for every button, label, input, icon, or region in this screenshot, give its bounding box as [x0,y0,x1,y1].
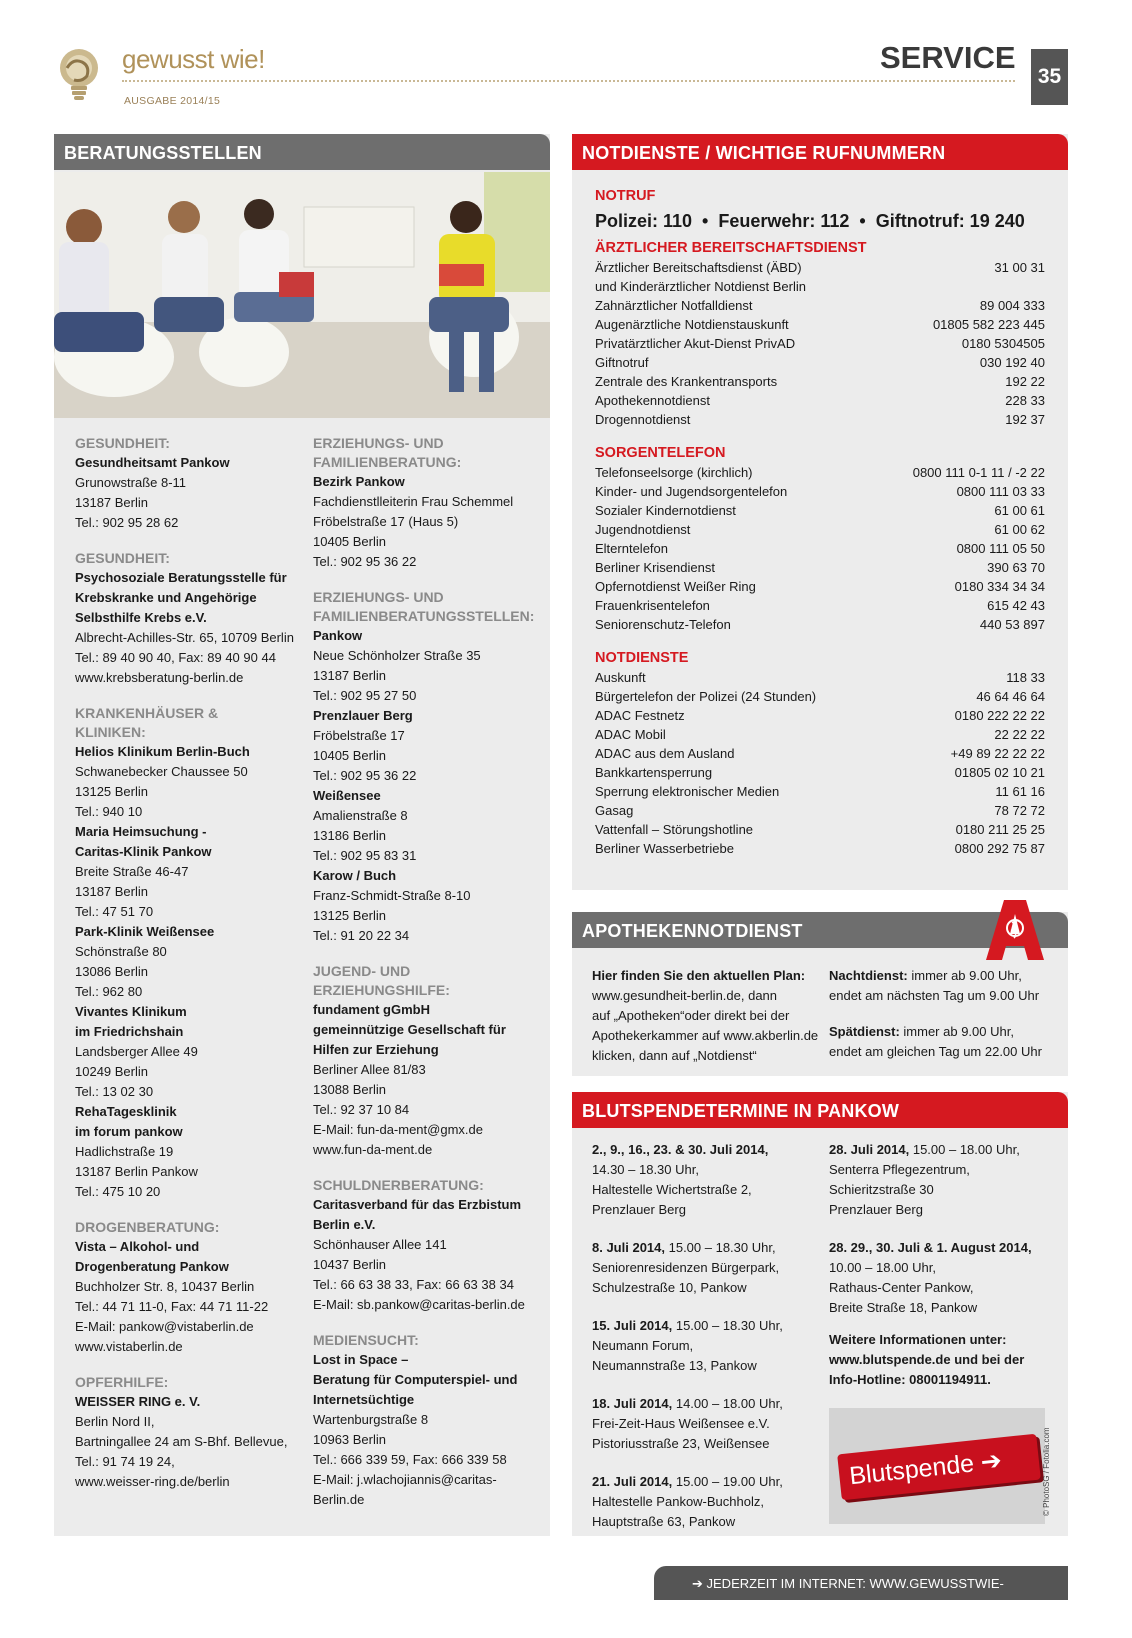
event-line: Hauptstraße 63, Pankow [592,1514,736,1529]
event-line: Senterra Pflegezentrum, [829,1162,970,1177]
entry-line: 13088 Berlin [313,1082,386,1097]
phone-number: 0180 334 34 34 [954,579,1045,594]
phone-row [595,482,1045,501]
entry-line: WEISSER RING e. V. [75,1394,201,1409]
entry-line: Helios Klinikum Berlin-Buch [75,744,250,759]
group-title: NOTDIENSTE [595,650,689,666]
phone-row [595,782,1045,801]
phone-label: Sozialer Kindernotdienst [595,503,736,518]
phone-number: 31 00 31 [994,260,1045,275]
event-line: Prenzlauer Berg [829,1202,923,1217]
category-heading-line: ERZIEHUNGS- UND [313,435,444,451]
event-date: 28. Juli 2014, [829,1142,910,1157]
phone-number: 0800 111 03 33 [956,484,1045,499]
entry-line: Krebskranke und Angehörige [75,590,257,605]
event-date-line [829,1140,1061,1160]
phone-label: Elterntelefon [595,541,668,556]
phone-label: Privatärztlicher Akut-Dienst PrivAD [595,336,796,351]
phone-row [595,520,1045,539]
category-heading-line: ERZIEHUNGS- UND [313,589,444,605]
phone-label: Telefonseelsorge (kirchlich) [595,465,753,480]
blood-drive-event [592,1140,822,1220]
beratung-col-left [75,434,305,1492]
entry-line: 13187 Berlin Pankow [75,1164,198,1179]
phone-row [595,372,1045,391]
phone-label: Augenärztliche Notdienstauskunft [595,317,789,332]
phone-number: +49 89 22 22 22 [950,746,1045,761]
phone-number: 030 192 40 [979,355,1045,370]
phone-row [595,315,1045,334]
apotheke-title: APOTHEKENNOTDIENST [572,912,1068,948]
entry-line: Amalienstraße 8 [313,808,408,823]
phone-label: Jugendnotdienst [595,522,691,537]
entry-line: Tel.: 902 95 83 31 [313,848,417,863]
entry-line: 10405 Berlin [313,534,386,549]
entry-line: 13125 Berlin [313,908,386,923]
entry-line: E-Mail: pankow@vistaberlin.de [75,1319,254,1334]
entry-line: 13187 Berlin [313,668,386,683]
phone-row [595,296,1045,315]
phone-number: 228 33 [1005,393,1045,408]
entry-line: E-Mail: j.wlachojiannis@caritas-Berlin.de [313,1472,497,1507]
entry-line: Tel.: 940 10 [75,804,143,819]
phone-number: 11 61 16 [995,784,1045,799]
phone-label: Bankkartensperrung [595,765,713,780]
category-heading-line: MEDIENSUCHT: [313,1332,419,1348]
night-line2: endet am nächsten Tag um 9.00 Uhr [829,988,1040,1003]
entry-line: www.vistaberlin.de [75,1339,183,1354]
notdienste-panel [572,134,1068,890]
entry-line: 13086 Berlin [75,964,148,979]
entry-line: Caritasverband für das Erzbistum [313,1197,522,1212]
section-title: SERVICE [880,40,1016,75]
entry-line: Berliner Allee 81/83 [313,1062,426,1077]
category-heading [75,704,305,742]
event-line: 14.30 – 18.30 Uhr, [592,1162,699,1177]
blood-drive-event [592,1394,822,1454]
event-time: 15.00 – 19.00 Uhr, [672,1474,783,1489]
phone-row [595,391,1045,410]
phone-row [595,258,1045,277]
phone-label: Drogennotdienst [595,412,691,427]
event-date: 21. Juli 2014, [592,1474,673,1489]
entry-line: 13187 Berlin [75,884,148,899]
phone-label: Opfernotdienst Weißer Ring [595,579,756,594]
group-gap [595,634,1045,648]
phone-label: Kinder- und Jugendsorgentelefon [595,484,788,499]
phone-number: 118 33 [1006,670,1045,685]
bulb-logo-icon [54,46,104,102]
entry-line: Prenzlauer Berg [313,708,413,723]
phone-label: Seniorenschutz-Telefon [595,617,731,632]
event-line: Frei-Zeit-Haus Weißensee e.V. [592,1416,770,1431]
blut-info-line: Weitere Informationen unter: [829,1332,1007,1347]
entry-line: Tel.: 902 95 36 22 [313,768,417,783]
entry-line: Grunowstraße 8-11 [75,475,187,490]
blutspende-sign [837,1434,1041,1501]
blood-drive-event [592,1316,822,1376]
category-heading [75,1218,305,1237]
entry-line: Tel.: 44 71 11-0, Fax: 44 71 11-22 [75,1299,269,1314]
phone-row [595,353,1045,372]
entry-line: Karow / Buch [313,868,397,883]
blut-info-line: Info-Hotline: 08001194911. [829,1372,991,1387]
event-line: Rathaus-Center Pankow, [829,1280,974,1295]
arrow-right-icon: ➔ [979,1446,1004,1477]
blood-drive-event [829,1140,1061,1220]
event-date: 8. Juli 2014, [592,1240,665,1255]
issue-label: AUSGABE 2014/15 [124,95,221,107]
entry-line: 10249 Berlin [75,1064,148,1079]
category-heading-line: DROGENBERATUNG: [75,1219,220,1235]
phone-number: 0180 211 25 25 [955,822,1045,837]
phone-label: ADAC aus dem Ausland [595,746,735,761]
category-heading-line: GESUNDHEIT: [75,550,170,566]
phone-label: Zentrale des Krankentransports [595,374,778,389]
category-heading [313,1331,545,1350]
entry-line: Tel.: 13 02 30 [75,1084,154,1099]
group-gap [595,429,1045,443]
blut-col-left [592,1140,822,1532]
category-heading-line: JUGEND- UND [313,963,411,979]
entry-line: im forum pankow [75,1124,183,1139]
category-heading-line: GESUNDHEIT: [75,435,170,451]
entry-line: Bezirk Pankow [313,474,405,489]
entry-line: Schönstraße 80 [75,944,167,959]
entry-line: Weißensee [313,788,381,803]
phone-row [595,801,1045,820]
category-heading [313,1176,545,1195]
night-label: Nachtdienst: [829,968,908,983]
blood-drive-event [829,1238,1061,1318]
phone-number: 78 72 72 [994,803,1045,818]
entry-line: Berlin Nord II, [75,1414,155,1429]
late-line2: endet am gleichen Tag um 22.00 Uhr [829,1044,1042,1059]
phone-row [595,577,1045,596]
category-heading [313,962,545,1000]
phone-row [595,706,1045,725]
phone-number: 0180 5304505 [961,336,1045,351]
entry-line: E-Mail: fun-da-ment@gmx.de [313,1122,483,1137]
entry-line: Gesundheitsamt Pankow [75,455,230,470]
event-date-line [592,1472,822,1492]
entry-line: Fröbelstraße 17 (Haus 5) [313,514,459,529]
blut-info [829,1330,1061,1390]
event-time: 15.00 – 18.00 Uhr, [909,1142,1020,1157]
blood-drive-event [592,1472,822,1532]
entry-line: 13125 Berlin [75,784,148,799]
blutspende-sign-image [829,1408,1045,1524]
entry-line: Fachdienstlleiterin Frau Schemmel [313,494,514,509]
phone-row [595,744,1045,763]
notdienste-title: NOTDIENSTE / WICHTIGE RUFNUMMERN [572,134,1068,170]
phone-label: Zahnärztlicher Notfalldienst [595,298,753,313]
phone-row [595,334,1045,353]
category-heading [75,1373,305,1392]
event-line: 10.00 – 18.00 Uhr, [829,1260,936,1275]
phone-number: 192 37 [1005,412,1045,427]
phone-number: 89 004 333 [979,298,1045,313]
beratung-col-right [313,434,545,1510]
notdienste-groups [595,238,1045,858]
entry-line: Schwanebecker Chaussee 50 [75,764,248,779]
blut-panel [572,1092,1068,1536]
event-date: 18. Juli 2014, [592,1396,673,1411]
phone-row [595,763,1045,782]
event-line: Haltestelle Pankow-Buchholz, [592,1494,764,1509]
night-text: immer ab 9.00 Uhr, [907,968,1022,983]
entry-line: Tel.: 89 40 90 40, Fax: 89 40 90 44 [75,650,276,665]
phone-label: Apothekennotdienst [595,393,710,408]
category-heading-line: OPFERHILFE: [75,1374,169,1390]
apotheke-right [829,966,1061,1062]
entry-line: Fröbelstraße 17 [313,728,405,743]
entry-line: www.krebsberatung-berlin.de [75,670,244,685]
entry-line: 13186 Berlin [313,828,386,843]
event-line: Prenzlauer Berg [592,1202,686,1217]
entry-line: fundament gGmbH [313,1002,430,1017]
phone-number: 0180 222 22 22 [954,708,1045,723]
entry-line: Tel.: 91 20 22 34 [313,928,410,943]
phone-label: Frauenkrisentelefon [595,598,710,613]
entry-line: Wartenburgstraße 8 [313,1412,429,1427]
entry-line: Internetsüchtige [313,1392,415,1407]
category-heading [313,588,545,626]
phone-number: 0800 111 0-1 11 / -2 22 [912,465,1045,480]
phone-label: Bürgertelefon der Polizei (24 Stunden) [595,689,817,704]
beratung-title: BERATUNGSSTELLEN [54,134,550,170]
phone-number: 390 63 70 [987,560,1045,575]
entry-line: Tel.: 666 339 59, Fax: 666 339 58 [313,1452,507,1467]
entry-line: Tel.: 92 37 10 84 [313,1102,410,1117]
header-divider [122,80,1015,82]
category-heading [75,549,305,568]
event-line: Schulzestraße 10, Pankow [592,1280,747,1295]
phone-number: 22 22 22 [994,727,1045,742]
phone-number: 61 00 62 [994,522,1045,537]
phone-label: ADAC Mobil [595,727,666,742]
entry-line: 10437 Berlin [313,1257,386,1272]
entry-line: gemeinnützige Gesellschaft für [313,1022,506,1037]
notruf-title: NOTRUF [595,188,656,204]
event-line: Neumannstraße 13, Pankow [592,1358,757,1373]
entry-line: im Friedrichshain [75,1024,184,1039]
waiting-room-photo [54,172,550,418]
brand-name: gewusst wie! [122,44,265,74]
event-line: Seniorenresidenzen Bürgerpark, [592,1260,780,1275]
phone-label: Sperrung elektronischer Medien [595,784,780,799]
phone-number: 440 53 897 [979,617,1045,632]
category-heading [75,434,305,453]
phone-number: 192 22 [1005,374,1045,389]
event-date: 28. 29., 30. Juli & 1. August 2014, [829,1240,1032,1255]
entry-line: Tel.: 902 95 36 22 [313,554,417,569]
phone-row [595,820,1045,839]
event-time: 15.00 – 18.30 Uhr, [672,1318,783,1333]
phone-label: Berliner Wasserbetriebe [595,841,734,856]
phone-row [595,463,1045,482]
footer-bar [654,1566,1068,1627]
phone-label: Ärztlicher Bereitschaftsdienst (ÄBD) [595,260,802,275]
phone-label: Vattenfall – Störungshotline [595,822,754,837]
event-time: 14.00 – 18.00 Uhr, [672,1396,783,1411]
entry-line: Tel.: 475 10 20 [75,1184,161,1199]
phone-row [595,277,1045,296]
event-date: 15. Juli 2014, [592,1318,673,1333]
category-heading-line: KLINIKEN: [75,724,146,740]
phone-label: ADAC Festnetz [595,708,685,723]
phone-row [595,596,1045,615]
phone-row [595,725,1045,744]
entry-line: Lost in Space – [313,1352,409,1367]
phone-number: 61 00 61 [994,503,1045,518]
event-line: Neumann Forum, [592,1338,694,1353]
event-date-line [592,1140,822,1160]
entry-line: Tel.: 902 95 28 62 [75,515,179,530]
phone-row [595,839,1045,858]
apotheke-line: auf „Apotheken“oder direkt bei der [592,1008,790,1023]
page-number: 35 [1031,49,1068,105]
category-heading-line: FAMILIENBERATUNGSSTELLEN: [313,608,535,624]
entry-line: 13187 Berlin [75,495,148,510]
phone-number: 46 64 46 64 [976,689,1045,704]
blut-info-line: www.blutspende.de und bei der [829,1352,1025,1367]
category-heading-line: FAMILIENBERATUNG: [313,454,462,470]
entry-line: Tel.: 91 74 19 24, [75,1454,175,1469]
category-heading-line: KRANKENHÄUSER & [75,705,219,721]
late-label: Spätdienst: [829,1024,900,1039]
phone-number: 0800 292 75 87 [954,841,1045,856]
pharmacy-a-icon [984,898,1046,962]
phone-row [595,539,1045,558]
blut-title: BLUTSPENDETERMINE IN PANKOW [572,1092,1068,1128]
phone-label: Berliner Krisendienst [595,560,715,575]
entry-line: Bartningallee 24 am S-Bhf. Bellevue, [75,1434,288,1449]
entry-line: Vivantes Klinikum [75,1004,187,1019]
apotheke-line: klicken, dann auf „Notdienst“ [592,1048,757,1063]
entry-line: 10963 Berlin [313,1432,386,1447]
event-line: Pistoriusstraße 23, Weißensee [592,1436,770,1451]
event-date-line [829,1238,1061,1258]
event-time: 15.00 – 18.30 Uhr, [665,1240,776,1255]
phone-label: Giftnotruf [595,355,649,370]
entry-line: Pankow [313,628,363,643]
phone-row [595,687,1045,706]
phone-label: Auskunft [595,670,646,685]
late-text: immer ab 9.00 Uhr, [899,1024,1014,1039]
entry-line: Psychosoziale Beratungsstelle für [75,570,287,585]
apotheke-plan-label: Hier finden Sie den aktuellen Plan: [592,968,806,983]
entry-line: Beratung für Computerspiel- und [313,1372,518,1387]
category-heading [313,434,545,472]
entry-line: Tel.: 47 51 70 [75,904,154,919]
event-line: Schieritzstraße 30 [829,1182,934,1197]
entry-line: E-Mail: sb.pankow@caritas-berlin.de [313,1297,525,1312]
phone-row [595,501,1045,520]
apotheke-line: Apothekerkammer auf www.akberlin.de [592,1028,819,1043]
entry-line: Hadlichstraße 19 [75,1144,174,1159]
entry-line: Buchholzer Str. 8, 10437 Berlin [75,1279,255,1294]
group-title: ÄRZTLICHER BEREITSCHAFTSDIENST [595,240,867,256]
notruf-numbers: Polizei: 110 • Feuerwehr: 112 • Giftnotruf: 19 240 [595,211,1025,231]
category-heading-line: ERZIEHUNGSHILFE: [313,982,450,998]
phone-number: 01805 582 223 445 [932,317,1045,332]
footer-link[interactable]: JEDERZEIT IM INTERNET: WWW.GEWUSSTWIE-ONLINE.DE [692,1576,1004,1627]
entry-line: Caritas-Klinik Pankow [75,844,212,859]
phone-row [595,558,1045,577]
event-date: 2., 9., 16., 23. & 30. Juli 2014, [592,1142,769,1157]
event-date-line [592,1316,822,1336]
category-heading-line: SCHULDNERBERATUNG: [313,1177,484,1193]
entry-line: Selbsthilfe Krebs e.V. [75,610,207,625]
phone-number: 0800 111 05 50 [956,541,1045,556]
event-line: Haltestelle Wichertstraße 2, [592,1182,752,1197]
event-date-line [592,1394,822,1414]
entry-line: Breite Straße 46-47 [75,864,189,879]
entry-line: Berlin e.V. [313,1217,376,1232]
entry-line: Maria Heimsuchung - [75,824,207,839]
event-line: Breite Straße 18, Pankow [829,1300,978,1315]
phone-row [595,668,1045,687]
apotheke-line: www.gesundheit-berlin.de, dann [592,988,778,1003]
blood-drive-event [592,1238,822,1298]
entry-line: Park-Klinik Weißensee [75,924,215,939]
phone-label: und Kinderärztlicher Notdienst Berlin [595,279,806,294]
phone-label: Gasag [595,803,634,818]
entry-line: 10405 Berlin [313,748,386,763]
entry-line: Tel.: 66 63 38 33, Fax: 66 63 38 34 [313,1277,514,1292]
blut-col-right [829,1140,1061,1318]
entry-line: Drogenberatung Pankow [75,1259,229,1274]
event-date-line [592,1238,822,1258]
group-title: SORGENTELEFON [595,445,726,461]
photo-credit: © PhotoSG / Fotolia.com [1042,1427,1051,1516]
entry-line: www.weisser-ring.de/berlin [75,1474,230,1489]
phone-number: 615 42 43 [987,598,1045,613]
blutspende-sign-text: Blutspende [848,1449,976,1491]
entry-line: Albrecht-Achilles-Str. 65, 10709 Berlin [75,630,294,645]
arrow-right-icon: ➔ [692,1576,707,1591]
entry-line: www.fun-da-ment.de [313,1142,433,1157]
entry-line: Tel.: 962 80 [75,984,143,999]
entry-line: RehaTagesklinik [75,1104,177,1119]
entry-line: Tel.: 902 95 27 50 [313,688,417,703]
entry-line: Vista – Alkohol- und [75,1239,200,1254]
entry-line: Hilfen zur Erziehung [313,1042,439,1057]
entry-line: Neue Schönholzer Straße 35 [313,648,481,663]
entry-line: Landsberger Allee 49 [75,1044,198,1059]
phone-row [595,410,1045,429]
entry-line: Schönhauser Allee 141 [313,1237,447,1252]
entry-line: Franz-Schmidt-Straße 8-10 [313,888,471,903]
phone-number: 01805 02 10 21 [954,765,1045,780]
phone-row [595,615,1045,634]
apotheke-left [592,966,822,1066]
